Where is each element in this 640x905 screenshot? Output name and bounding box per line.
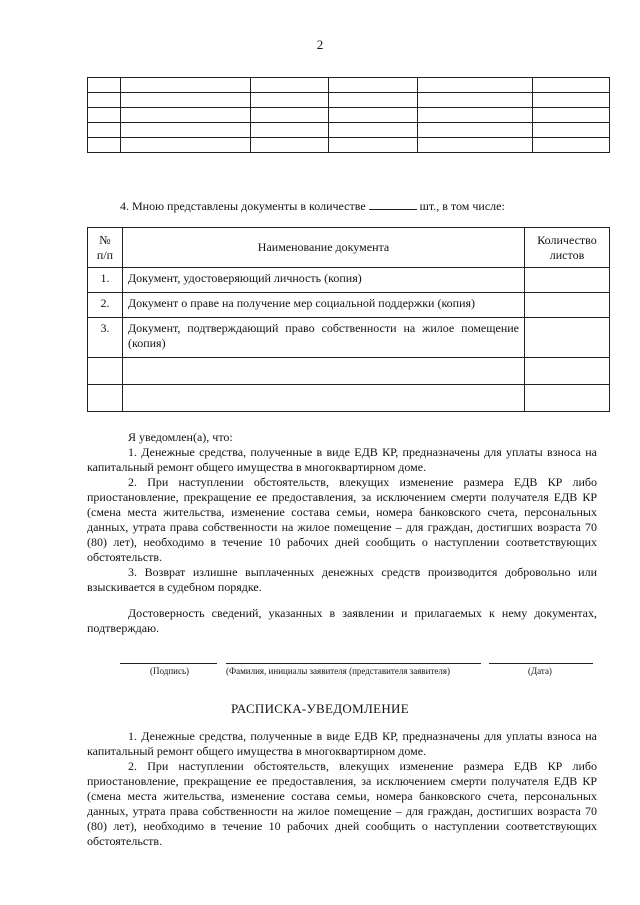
date-label: (Дата) [528,666,552,676]
signature-line[interactable] [120,663,217,664]
table-row [88,293,610,318]
row-number: 2. [88,293,123,318]
receipt-paragraph-2: 2. При наступлении обстоятельств, влекущих изменение размера ЕДВ КР либо приостановление, прекращение ее предоставления, за исключением смерти получателя ЕДВ КР (смена места жительства, изменение состава семьи, номера банковского счета, персональных данных, утрата права собственности на жилое помещение – для граждан, достигших возраста 70 (80) лет), необходимо в течение 10 рабочих дней сообщить о наступлении соответствующих обстоятельств. [87,759,597,848]
name-line[interactable] [226,663,481,664]
row-sheets[interactable] [525,268,610,293]
table-row [88,318,610,358]
notice-intro: Я уведомлен(а), что: [128,430,233,444]
confirmation-text: Достоверность сведений, указанных в заявлении и прилагаемых к нему документах, подтверждаю. [87,606,597,635]
documents-table [87,227,610,412]
notice-paragraph-3: 3. Возврат излишне выплаченных денежных средств производится добровольно или взыскивается в судебном порядке. [87,565,597,594]
receipt-block [87,729,597,849]
table-row [88,268,610,293]
row-doc-name: Документ, подтверждающий право собственности на жилое помещение (копия) [123,318,525,358]
documents-count-line [120,199,505,214]
table-row-empty [88,358,610,385]
confirmation-block [87,606,597,636]
row-sheets[interactable] [525,318,610,358]
row-doc-name: Документ о праве на получение мер социальной поддержки (копия) [123,293,525,318]
name-label: (Фамилия, инициалы заявителя (представителя заявителя) [226,666,451,676]
signature-label: (Подпись) [150,666,190,676]
table-row-empty [88,385,610,412]
notice-paragraph-2: 2. При наступлении обстоятельств, влекущих изменение размера ЕДВ КР либо приостановление, прекращение ее предоставления, за исключением смерти получателя ЕДВ КР (смена места жительства, изменение состава семьи, номера банковского счета, персональных данных, утрата права собственности на жилое помещение – для граждан, достигших возраста 70 (80) лет), необходимо в течение 10 рабочих дней сообщить о наступлении соответствующих обстоятельств. [87,475,597,564]
documents-count-prefix: 4. Мною представлены документы в количестве [120,199,366,213]
documents-count-suffix: шт., в том числе: [419,199,505,213]
documents-count-field[interactable] [369,199,417,210]
date-line[interactable] [489,663,593,664]
table-row [88,108,610,123]
table-row [88,78,610,93]
col-header-sheets: Количество листов [525,228,610,268]
notice-block [87,430,597,595]
table-row [88,93,610,108]
table-header-row [88,228,610,268]
receipt-paragraph-1: 1. Денежные средства, полученные в виде ЕДВ КР, предназначены для уплаты взноса на капитальный ремонт общего имущества в многоквартирном доме. [87,729,597,758]
col-header-name: Наименование документа [123,228,525,268]
row-number: 1. [88,268,123,293]
receipt-title: РАСПИСКА-УВЕДОМЛЕНИЕ [231,701,409,716]
row-sheets[interactable] [525,293,610,318]
table-row [88,138,610,153]
row-doc-name: Документ, удостоверяющий личность (копия) [123,268,525,293]
table-row [88,123,610,138]
col-header-number: № п/п [88,228,123,268]
page-number: 2 [316,37,324,52]
top-table-continuation [87,77,610,153]
row-number: 3. [88,318,123,358]
notice-paragraph-1: 1. Денежные средства, полученные в виде ЕДВ КР, предназначены для уплаты взноса на капитальный ремонт общего имущества в многоквартирном доме. [87,445,597,474]
